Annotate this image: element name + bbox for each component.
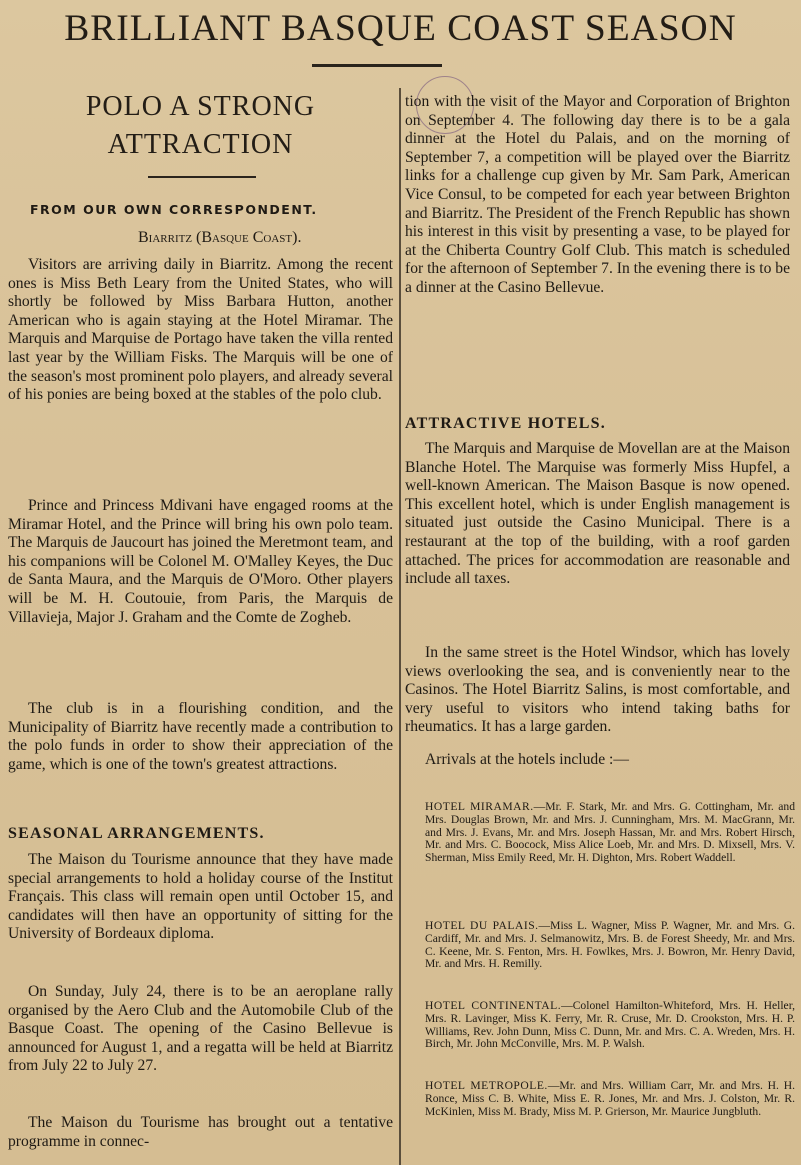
dateline: Biarritz (Basque Coast). [138,229,302,246]
hotel-guests: —Mr. F. Stark, Mr. and Mrs. G. Cottingham, Mr. and Mrs. Douglas Brown, Mr. and Mrs. J. Cunningham, Mrs. M. MacGrann, Mr. and Mrs. J. Evans, Mr. and Mrs. Joseph Hassan, Mr. and Mrs. Robert Hirsch, Mr. and Mrs. C. Boocock, Miss Alice Loeb, Mr. and Mrs. D. Mixsell, Mrs. V. Sherman, Miss Emily Reed, Mr. H. Dighton, Mrs. Robert Waddell. [425,800,795,865]
hotel-list-continental [425,1000,795,1051]
paragraph-programme: The Maison du Tourisme has brought out a tentative programme in connec- [8,1114,393,1150]
subhead-attractive-hotels: ATTRACTIVE HOTELS. [405,415,606,432]
paragraph-windsor: In the same street is the Hotel Windsor, which has lovely views overlooking the sea, and is conveniently near to the Casinos. The Hotel Biarritz Salins, is most comfortable, and very useful to visitors who intend taking baths for rheumatics. It has a large garden. [405,644,790,736]
column-divider [399,88,401,1165]
hotel-list-miramar [425,801,795,865]
paragraph-aeroplane-rally: On Sunday, July 24, there is to be an aeroplane rally organised by the Aero Club and the Automobile Club of the Basque Coast. The opening of the Casino Bellevue is announced for August 1, and a regatta will be held at Biarritz from July 22 to July 27. [8,983,393,1075]
byline: FROM OUR OWN CORRESPONDENT. [30,202,318,217]
paragraph-brighton-visit: tion with the visit of the Mayor and Corporation of Brighton on September 4. The following day there is to be a gala dinner at the Hotel du Palais, and on the morning of September 7, a competition will be played over the Biarritz links for a challenge cup given by Mr. Sam Park, American Vice Consul, to be competed for each year between Brighton and Biarritz. The President of the French Republic has shown his interest in this visit by presenting a vase, to be played for at the Chiberta Country Golf Club. This match is scheduled for the afternoon of September 7. In the evening there is to be a dinner at the Casino Bellevue. [405,93,790,296]
paragraph-club: The club is in a flourishing condition, and the Municipality of Biarritz have recently made a contribution to the polo funds in order to show their appreciation of the game, which is one of the town's greatest attractions. [8,700,393,773]
title-rule [148,176,256,178]
paragraph-maison-du-tourisme: The Maison du Tourisme announce that they have made special arrangements to hold a holiday course of the Institut Français. This class will remain open until October 15, and candidates will then have an opportunity of sitting for the University of Bordeaux diploma. [8,851,393,943]
headline-rule [312,64,442,67]
hotel-list-metropole [425,1080,795,1118]
hotel-name: HOTEL METROPOLE. [425,1079,548,1092]
paragraph-mdivani: Prince and Princess Mdivani have engaged rooms at the Miramar Hotel, and the Prince will bring his own polo team. The Marquis de Jaucourt has joined the Meretmont team, and his companions will be Colonel M. O'Malley Keyes, the Duc de Santa Maura, and the Marquis de O'Moro. Other players will be M. H. Coutouie, from Paris, the Marquis de Villavieja, Major J. Graham and the Comte de Zogheb. [8,497,393,626]
subhead-seasonal-arrangements: SEASONAL ARRANGEMENTS. [8,825,265,842]
hotel-guests: —Colonel Hamilton-Whiteford, Mrs. H. Heller, Mrs. R. Lavinger, Miss K. Ferry, Mr. R. Cruse, Mr. D. Crookston, Mrs. H. P. Williams, Rev. John Dunn, Miss C. Dunn, Mr. and Mrs. C. A. Wreden, Mrs. H. Birch, Mr. John McConville, Mrs. M. P. Walsh. [425,999,795,1051]
paragraph-arrivals: Arrivals at the hotels include :— [425,751,629,768]
hotel-guests: —Mr. and Mrs. William Carr, Mr. and Mrs. H. H. Ronce, Miss C. B. White, Miss E. R. Jones, Mr. and Mrs. J. Colston, Mr. R. McKinlen, Miss M. Brady, Miss M. P. Grierson, Mr. Maurice Jungbluth. [425,1079,795,1118]
story-title-line-2: ATTRACTION [107,129,294,160]
headline: BRILLIANT BASQUE COAST SEASON [64,8,737,49]
hotel-name: HOTEL MIRAMAR. [425,800,534,813]
paragraph-movellan: The Marquis and Marquise de Movellan are at the Maison Blanche Hotel. The Marquise was formerly Miss Hupfel, a well-known American. The Maison Basque is now opened. This excellent hotel, which is under English management is situated just outside the Casino Municipal. There is a restaurant at the top of the building, with a roof garden attached. The prices for accommodation are reasonable and include all taxes. [405,440,790,588]
hotel-list-du-palais [425,920,795,971]
story-title-line-1: POLO A STRONG [85,91,316,122]
hotel-name: HOTEL CONTINENTAL. [425,999,562,1012]
paragraph-visitors: Visitors are arriving daily in Biarritz. Among the recent ones is Miss Beth Leary from the United States, who will shortly be followed by Miss Barbara Hutton, another American who is again staying at the Hotel Miramar. The Marquis and Marquise de Portago have taken the villa rented last year by the William Fisks. The Marquis will be one of the season's most prominent polo players, and already several of his ponies are being boxed at the stables of the polo club. [8,256,393,404]
hotel-name: HOTEL DU PALAIS. [425,919,539,932]
hotel-guests: —Miss L. Wagner, Miss P. Wagner, Mr. and Mrs. G. Cardiff, Mr. and Mrs. J. Selmanowitz, Mrs. B. de Forest Sheedy, Mr. and Mrs. C. Keene, Mr. S. Fenton, Mrs. H. Fowlkes, Mrs. J. Bowron, Mr. Henry David, Mr. and Mrs. H. Remilly. [425,919,795,971]
